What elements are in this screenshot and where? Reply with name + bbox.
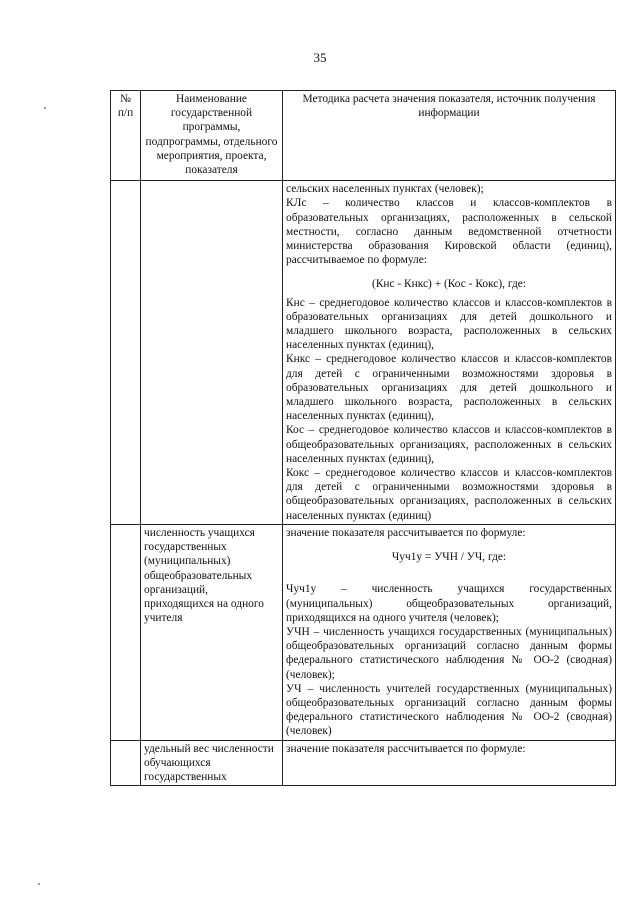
method-definition: Чуч1у – численность учащихся государственных (муниципальных) общеобразовательных организаций, приходящихся на одного учителя (человек); xyxy=(286,583,612,624)
row3-method-cell xyxy=(283,740,616,786)
formula: Чуч1у = УЧН / УЧ, где: xyxy=(391,551,507,564)
page-number: 35 xyxy=(313,50,327,65)
method-definition: КЛс – количество классов и классов-комплектов в образовательных организациях, расположенных в сельской местности, согласно данным ведомственной отчетности министерства образования Кировской области (единиц), рассчитываемое по формуле: xyxy=(286,197,612,267)
row1-method-cell xyxy=(283,181,616,525)
indicator-name: численность учащихся государственных (муниципальных) общеобразовательных организаций, приходящихся на одного учителя xyxy=(144,526,264,625)
method-definition: Кос – среднегодовое количество классов и классов-комплектов в общеобразовательных организациях, расположенных в сельских населенных пунктах (единиц), xyxy=(286,424,612,465)
table-row xyxy=(111,524,616,740)
method-intro: значение показателя рассчитывается по формуле: xyxy=(286,742,526,755)
row1-number-cell xyxy=(111,181,141,525)
scan-speck xyxy=(44,107,46,109)
header-number: № п/п xyxy=(111,91,141,181)
method-definition: Кокс – среднегодовое количество классов и классов-комплектов для детей с ограниченными возможностями здоровья в общеобразовательных организациях, расположенных в сельских населенных пунктах (единиц) xyxy=(286,467,612,522)
row2-number-cell xyxy=(111,524,141,740)
table-row xyxy=(111,181,616,525)
header-method: Методика расчета значения показателя, источник получения информации xyxy=(283,91,616,181)
indicator-table xyxy=(110,90,616,786)
indicator-name: удельный вес численности обучающихся государственных xyxy=(144,742,274,783)
method-definition: Кнс – среднегодовое количество классов и классов-комплектов в образовательных организациях для детей дошкольного и младшего школьного возраста, расположенных в сельских населенных пунктах (единиц), xyxy=(286,296,612,352)
method-definition: УЧН – численность учащихся государственных (муниципальных) общеобразовательных организаций согласно данным формы федерального статистического наблюдения № ОО-2 (сводная) (человек); xyxy=(286,625,612,681)
table-header-row xyxy=(111,91,616,181)
row2-method-cell xyxy=(283,524,616,740)
method-intro: значение показателя рассчитывается по формуле: xyxy=(286,526,526,539)
table-row xyxy=(111,740,616,786)
scan-speck xyxy=(38,883,40,885)
method-definition: Кнкс – среднегодовое количество классов и классов-комплектов для детей с ограниченными возможностями здоровья в образовательных организациях для детей дошкольного и младшего школьного возраста, расположенных в сельских населенных пунктах (единиц), xyxy=(286,353,612,423)
formula: (Кнс - Кнкс) + (Кос - Кокс), где: xyxy=(372,278,526,291)
row3-number-cell xyxy=(111,740,141,786)
row2-name-cell xyxy=(141,524,283,740)
method-line: сельских населенных пунктах (человек); xyxy=(286,183,484,196)
row1-name-cell xyxy=(141,181,283,525)
row3-name-cell xyxy=(141,740,283,786)
method-definition: УЧ – численность учителей государственных (муниципальных) общеобразовательных организаций согласно данным формы федерального статистического наблюдения № ОО-2 (сводная) (человек) xyxy=(286,682,612,738)
header-name: Наименование государственной программы, подпрограммы, отдельного мероприятия, проекта, показателя xyxy=(141,91,283,181)
